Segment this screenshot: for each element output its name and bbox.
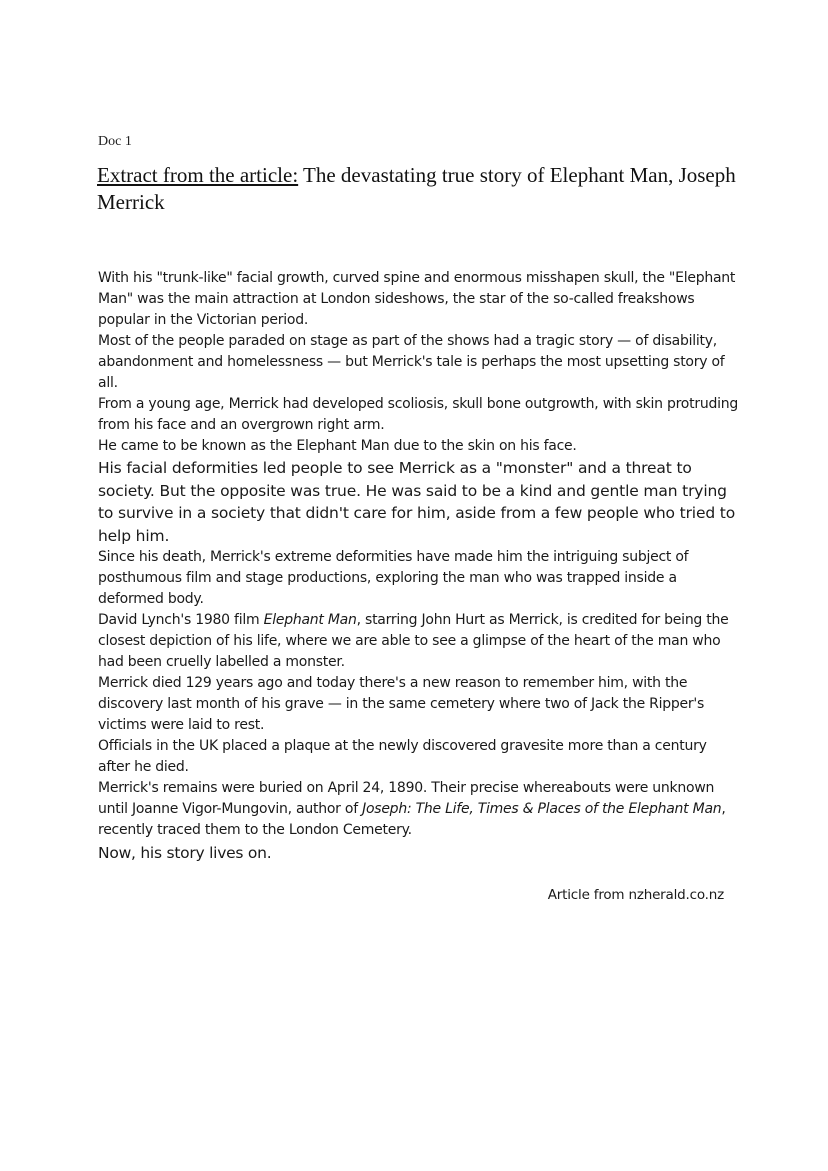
title-lead: Extract from the article: bbox=[97, 163, 299, 187]
film-title: Elephant Man bbox=[263, 612, 357, 628]
source-credit: Article from nzherald.co.nz bbox=[547, 887, 724, 903]
doc-label: Doc 1 bbox=[98, 134, 132, 149]
article-title bbox=[97, 162, 757, 216]
article-body bbox=[98, 268, 738, 865]
paragraph-5: His facial deformities led people to see Merrick as a "monster" and a threat to society. But the opposite was true. He was said to be a kind and gentle man trying to survive in a society that didn't care for him, aside from a few people who tried to help him. bbox=[98, 459, 736, 545]
paragraph-10-text-b: , recently traced them to the London Cemetery. bbox=[98, 801, 726, 838]
paragraph-10-text-a: Merrick's remains were buried on April 24, 1890. Their precise whereabouts were unknown until Joanne Vigor-Mungovin, author of bbox=[98, 780, 715, 817]
paragraph-8: Merrick died 129 years ago and today there's a new reason to remember him, with the discovery last month of his grave — in the same cemetery where two of Jack the Ripper's victims were laid to rest. bbox=[98, 675, 705, 733]
paragraph-7-text-b: , starring John Hurt as Merrick, is credited for being the closest depiction of his life, where we are able to see a glimpse of the heart of the man who had been cruelly labelled a monster. bbox=[98, 612, 729, 670]
paragraph-6: Since his death, Merrick's extreme deformities have made him the intriguing subject of posthumous film and stage productions, exploring the man who was trapped inside a deformed body. bbox=[98, 549, 689, 607]
paragraph-1: With his "trunk-like" facial growth, curved spine and enormous misshapen skull, the "Elephant Man" was the main attraction at London sideshows, the star of the so-called freakshows popular in the Victorian period. bbox=[98, 270, 736, 328]
paragraph-7-text-a: David Lynch's 1980 film bbox=[98, 612, 264, 628]
book-title: Joseph: The Life, Times & Places of the Elephant Man bbox=[362, 801, 722, 817]
paragraph-2: Most of the people paraded on stage as part of the shows had a tragic story — of disability, abandonment and homelessness — but Merrick's tale is perhaps the most upsetting story of all. bbox=[98, 333, 725, 391]
title-text: The devastating true story of Elephant Man, Joseph Merrick bbox=[97, 163, 736, 214]
paragraph-10 bbox=[98, 778, 738, 841]
paragraph-11: Now, his story lives on. bbox=[98, 844, 272, 862]
paragraph-9: Officials in the UK placed a plaque at the newly discovered gravesite more than a century after he died. bbox=[98, 738, 707, 775]
paragraph-7 bbox=[98, 610, 738, 673]
paragraph-4: He came to be known as the Elephant Man due to the skin on his face. bbox=[98, 438, 577, 454]
paragraph-3: From a young age, Merrick had developed scoliosis, skull bone outgrowth, with skin protruding from his face and an overgrown right arm. bbox=[98, 396, 739, 433]
